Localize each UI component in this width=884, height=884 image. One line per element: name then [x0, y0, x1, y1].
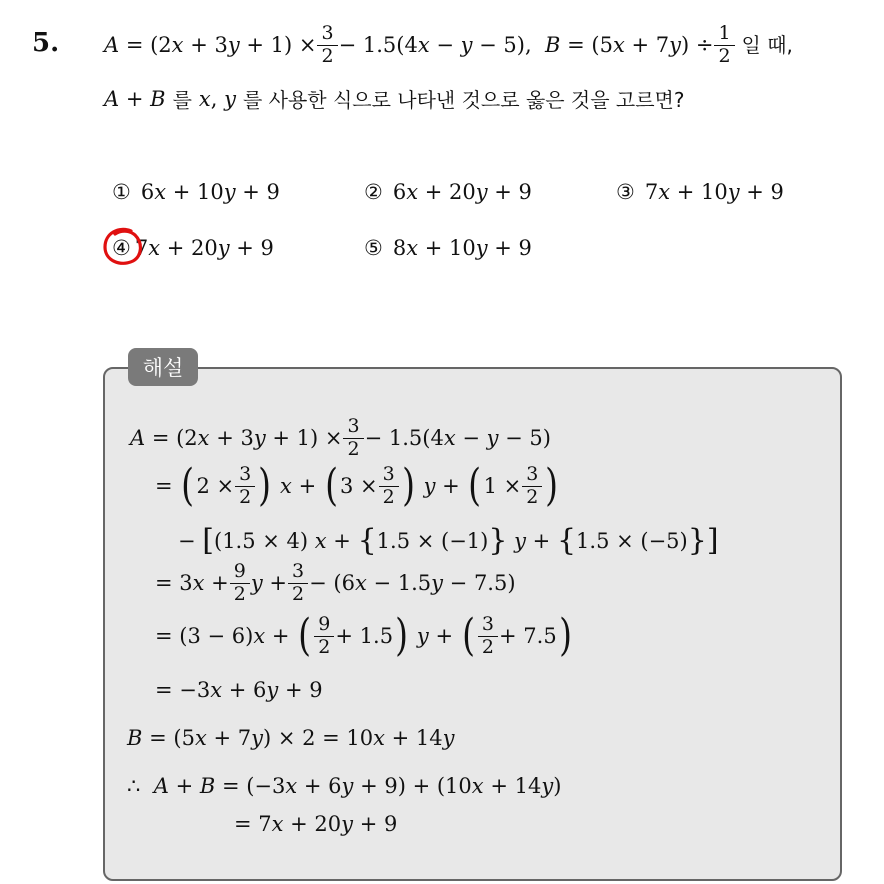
answer-circle-mark [101, 225, 145, 269]
question-line-2: A + B 를 x, y 를 사용한 식으로 나타낸 것으로 옳은 것을 고르면? [104, 87, 685, 112]
solution-line-a1: A = (2x + 3y + 1) × $\frac{3}{2}$ − 1.5(4x − y − 5) [130, 415, 551, 460]
question-line-1: A = (2x + 3y + 1) × $\frac{3}{2}$ − 1.5(4x − y − 5), B = (5x + 7y) ÷ $\frac{1}{2}$ 일 때, [104, 22, 793, 67]
fraction-3-2: $\frac{3}{2}$ [319, 24, 335, 67]
choice-3[interactable]: ③ 7x + 10y + 9 [616, 180, 784, 204]
solution-line-a2: = ( 2 × $\frac{3}{2}$ ) x + ( 3 × $\frac{3}{2}$ ) y + ( 1 × $\frac{3}{2}$ ) [155, 460, 559, 511]
solution-line-c2: = 7x + 20y + 9 [234, 812, 398, 836]
choice-4[interactable]: ④ 7x + 20y + 9 [112, 236, 274, 260]
solution-line-a4: = 3x + $\frac{9}{2}$ y + $\frac{3}{2}$ − (6x − 1.5y − 7.5) [155, 560, 516, 605]
solution-line-a6: = −3x + 6y + 9 [155, 678, 323, 702]
choice-5[interactable]: ⑤ 8x + 10y + 9 [364, 236, 532, 260]
solution-line-c1: ∴ A + B = (−3x + 6y + 9) + (10x + 14y) [127, 774, 562, 798]
choice-2[interactable]: ② 6x + 20y + 9 [364, 180, 532, 204]
question-number: 5. [32, 28, 60, 58]
solution-tab-label: 해설 [128, 348, 198, 386]
solution-line-b: B = (5x + 7y) × 2 = 10x + 14y [127, 726, 455, 750]
solution-line-a5: = (3 − 6)x + ( $\frac{9}{2}$ + 1.5 ) y + ( $\frac{3}{2}$ + 7.5 ) [155, 610, 572, 661]
fraction-1-2: $\frac{1}{2}$ [716, 24, 732, 67]
solution-line-a3: − [ (1.5 × 4) x + { 1.5 × (−1) } y + { 1.5 × (−5) } ] [178, 523, 719, 558]
choice-1[interactable]: ① 6x + 10y + 9 [112, 180, 280, 204]
